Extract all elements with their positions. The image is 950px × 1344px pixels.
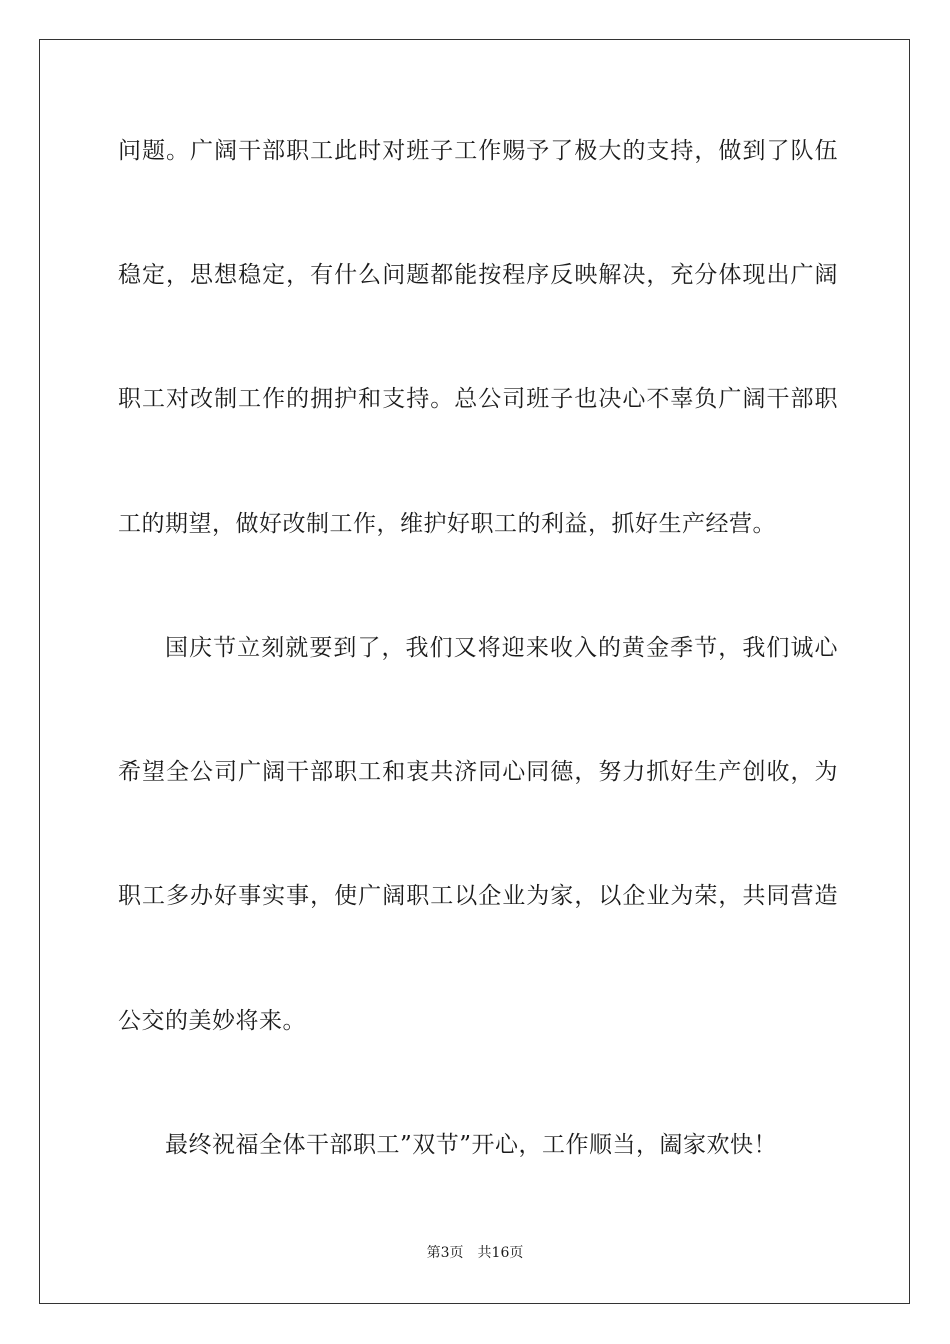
paragraph-2-line-4: 公交的美妙将来。 [118, 1008, 306, 1034]
body-text-line-2: 稳定，思想稳定，有什么问题都能按程序反映解决，充分体现出广阔 [118, 262, 838, 288]
closing-wishes-line: 最终祝福全体干部职工”双节”开心，工作顺当，阖家欢快！ [165, 1132, 778, 1158]
body-text-line-3: 职工对改制工作的拥护和支持。总公司班子也决心不辜负广阔干部职 [118, 386, 838, 412]
page-total: 共16页 [477, 1245, 524, 1261]
body-text-line-4: 工的期望，做好改制工作，维护好职工的利益，抓好生产经营。 [118, 511, 776, 537]
page-number: 第3页 [426, 1245, 464, 1261]
paragraph-2-line-3: 职工多办好事实事，使广阔职工以企业为家，以企业为荣，共同营造 [118, 883, 838, 909]
page-footer [0, 1244, 950, 1262]
paragraph-2-line-2: 希望全公司广阔干部职工和衷共济同心同德，努力抓好生产创收，为 [118, 759, 838, 785]
paragraph-2-line-1: 国庆节立刻就要到了，我们又将迎来收入的黄金季节，我们诚心 [165, 635, 838, 661]
page-border [39, 39, 910, 1304]
body-text-line-1: 问题。广阔干部职工此时对班子工作赐予了极大的支持，做到了队伍 [118, 138, 838, 164]
